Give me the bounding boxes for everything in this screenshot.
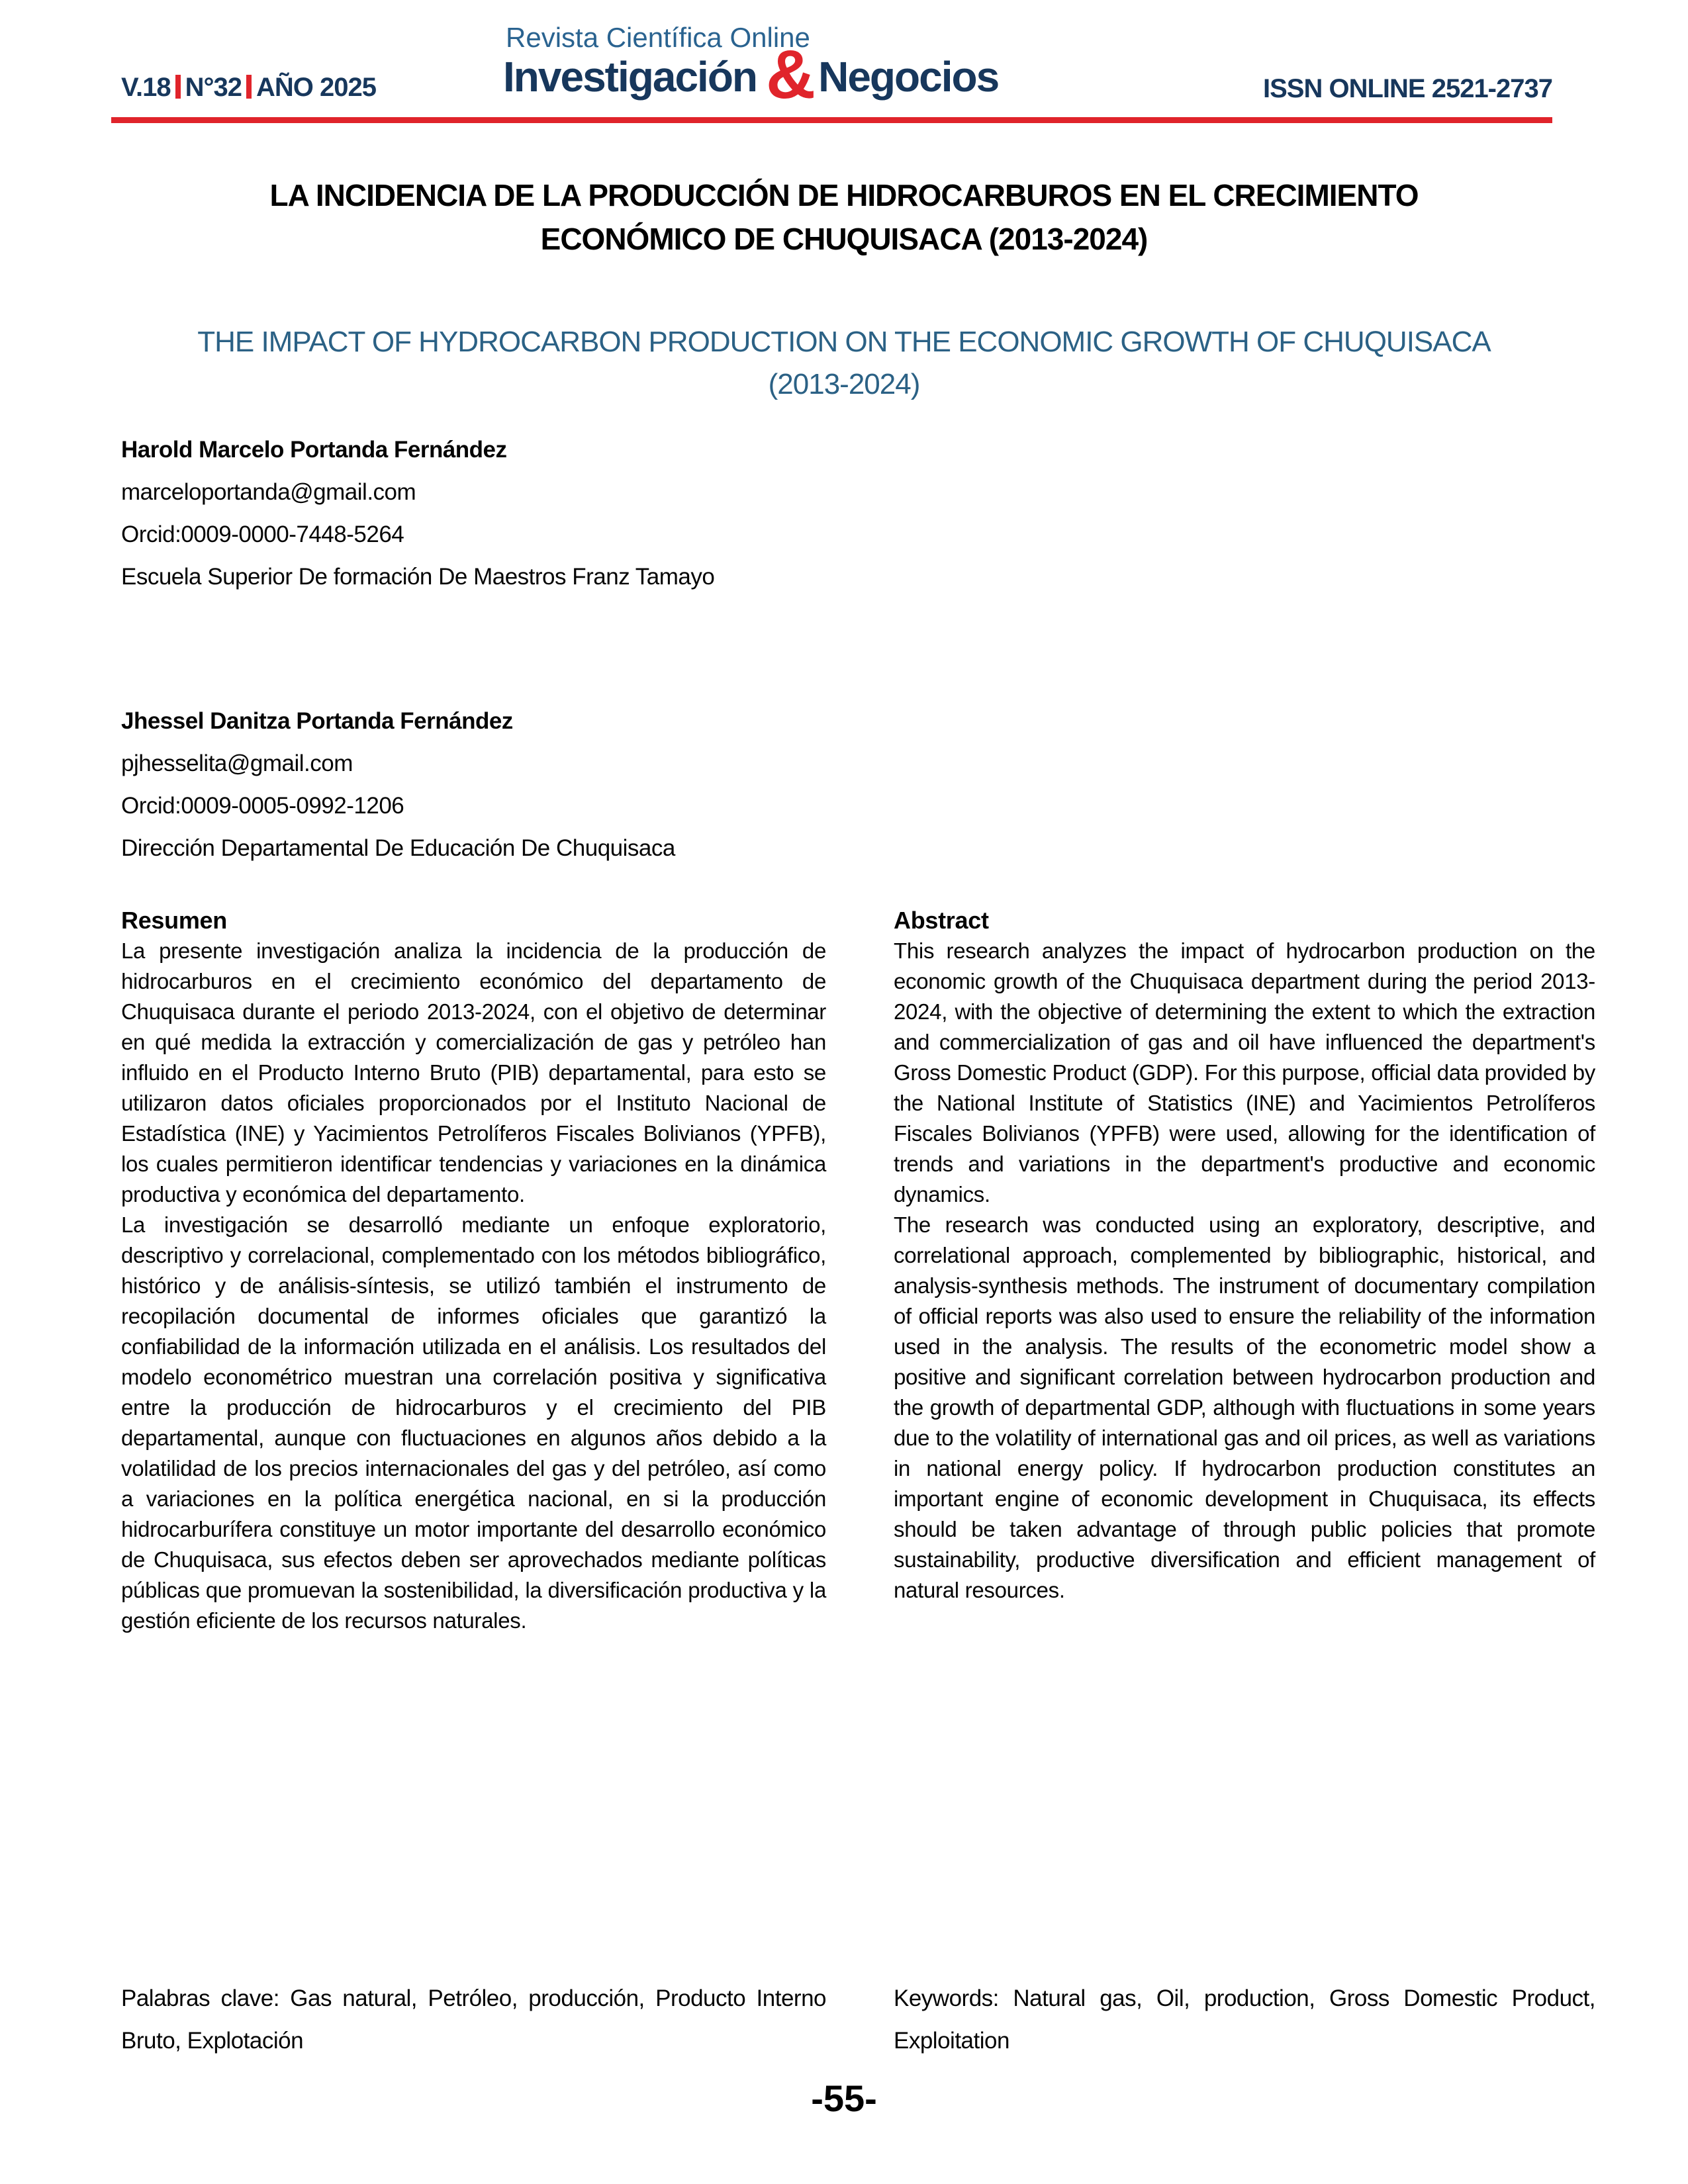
volume-issue-year — [121, 73, 376, 103]
article-title-english: THE IMPACT OF HYDROCARBON PRODUCTION ON THE ECONOMIC GROWTH OF CHUQUISACA (2013-2024) — [197, 326, 1491, 400]
palabras-clave: Palabras clave: Gas natural, Petróleo, producción, Producto Interno Bruto, Explotación — [121, 1985, 826, 2054]
journal-name-investigacion: Investigación — [503, 53, 757, 101]
volume-label: V.18 — [121, 73, 171, 102]
year-label: AÑO 2025 — [256, 73, 376, 102]
journal-logo — [503, 22, 999, 113]
resumen-paragraph-2: La investigación se desarrolló mediante un enfoque exploratorio, descriptivo y correlacional, complementado con los métodos bibliográfico, histórico y de análisis-síntesis, se utilizó también el instrumento de recopilación documental de informes oficiales que garantizó la confiabilidad de la información utilizada en el análisis. Los resultados del modelo econométrico muestran una correlación positiva y significativa entre la producción de hidrocarburos y el crecimiento del PIB departamental, aunque con fluctuaciones en algunos años debido a la volatilidad de los precios internacionales del gas y del petróleo, así como a variaciones en la política energética nacional, en si la producción hidrocarburífera constituye un motor importante del desarrollo económico de Chuquisaca, sus efectos deben ser aprovechados mediante políticas públicas que promuevan la sostenibilidad, la diversificación productiva y la gestión eficiente de los recursos naturales. — [121, 1212, 826, 1633]
page-number: -55- — [811, 2077, 877, 2119]
author-email: marceloportanda@gmail.com — [121, 479, 416, 505]
red-separator — [246, 75, 252, 99]
resumen-section — [121, 905, 826, 1636]
keywords: Keywords: Natural gas, Oil, production, Gross Domestic Product, Exploitation — [894, 1985, 1595, 2054]
author-orcid: Orcid:0009-0005-0992-1206 — [121, 793, 404, 819]
resumen-paragraph-1: La presente investigación analiza la incidencia de la producción de hidrocarburos en el crecimiento económico del departamento de Chuquisaca durante el periodo 2013-2024, con el objetivo de determinar en qué medida la extracción y comercialización de gas y petróleo han influido en el Producto Interno Bruto (PIB) departamental, para esto se utilizaron datos oficiales proporcionados por el Instituto Nacional de Estadística (INE) y Yacimientos Petrolíferos Fiscales Bolivianos (YPFB), los cuales permitieron identificar tendencias y variaciones en la dinámica productiva y económica del departamento. — [121, 938, 826, 1206]
author-block-1 — [121, 429, 796, 598]
abstract-heading: Abstract — [894, 907, 989, 934]
issue-label: N°32 — [185, 73, 242, 102]
red-separator — [175, 75, 181, 99]
article-title-spanish: LA INCIDENCIA DE LA PRODUCCIÓN DE HIDROCARBUROS EN EL CRECIMIENTO ECONÓMICO DE CHUQUISACA (2013-2024) — [269, 178, 1419, 256]
author-name: Jhessel Danitza Portanda Fernández — [121, 708, 513, 734]
journal-name-negocios: Negocios — [818, 53, 999, 101]
author-name: Harold Marcelo Portanda Fernández — [121, 437, 507, 463]
journal-title: Investigación &Negocios — [503, 36, 999, 113]
abstract-paragraph-2: The research was conducted using an exploratory, descriptive, and correlational approach, complemented by bibliographic, historical, and analysis-synthesis methods. The instrument of documentary compilation of official reports was also used to ensure the reliability of the information used in the analysis. The results of the econometric model show a positive and significant correlation between hydrocarbon production and the growth of departmental GDP, although with fluctuations in some years due to the volatility of international gas and oil prices, as well as variations in national energy policy. If hydrocarbon production constitutes an important engine of economic development in Chuquisaca, its effects should be taken advantage of through public policies that promote sustainability, productive diversification and efficient management of natural resources. — [894, 1212, 1595, 1602]
header-divider-rule — [111, 117, 1552, 123]
author-affiliation: Escuela Superior De formación De Maestros Franz Tamayo — [121, 564, 715, 590]
resumen-heading: Resumen — [121, 907, 227, 934]
issn-label: ISSN ONLINE 2521-2737 — [1263, 74, 1552, 103]
author-affiliation: Dirección Departamental De Educación De Chuquisaca — [121, 835, 675, 861]
author-block-2 — [121, 700, 796, 870]
abstract-section — [894, 905, 1595, 1606]
abstract-paragraph-1: This research analyzes the impact of hydrocarbon production on the economic growth of the Chuquisaca department during the period 2013-2024, with the objective of determining the extent to which the extraction and commercialization of gas and oil have influenced the department's Gross Domestic Product (GDP). For this purpose, official data provided by the National Institute of Statistics (INE) and Yacimientos Petrolíferos Fiscales Bolivianos (YPFB) were used, allowing for the identification of trends and variations in the department's productive and economic dynamics. — [894, 938, 1595, 1206]
author-email: pjhesselita@gmail.com — [121, 751, 353, 776]
author-orcid: Orcid:0009-0000-7448-5264 — [121, 522, 404, 547]
journal-subtitle: Revista Científica Online — [506, 22, 810, 53]
